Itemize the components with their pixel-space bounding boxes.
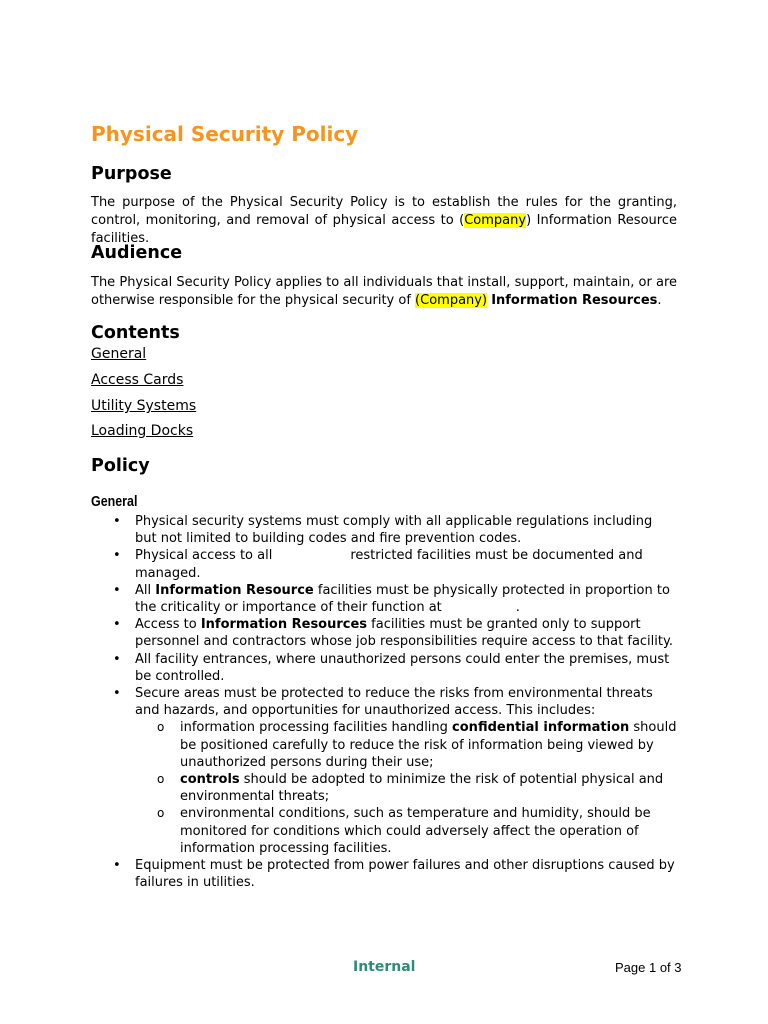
purpose-text: The purpose of the Physical Security Policy is to establish the rules for the granting, control, monitoring, and removal of physical access to ( (91, 195, 677, 228)
list-item (91, 513, 677, 547)
toc-link-general[interactable]: General (91, 346, 147, 362)
purpose-paragraph (91, 194, 677, 248)
list-item-text: should be positioned carefully to reduce the risk of information being viewed by unauthorized persons during their use; (180, 720, 677, 770)
general-policy-list (91, 513, 677, 891)
list-item-text: Physical access to all (135, 548, 273, 564)
list-item (91, 857, 677, 891)
list-item (91, 547, 677, 581)
audience-heading: Audience (91, 243, 183, 263)
list-item-text: facilities must be physically protected in proportion to the criticality or importance of their function at (135, 582, 670, 616)
list-item-text: All (135, 582, 156, 598)
sublist-item (135, 719, 677, 771)
information-resources-term: Information Resources (200, 617, 368, 633)
information-resources-term: Information Resources (491, 293, 658, 308)
page-title: Physical Security Policy (91, 122, 359, 146)
list-item-text: information processing facilities handling (180, 720, 453, 736)
toc-link-utility-systems[interactable]: Utility Systems (91, 398, 197, 414)
list-item-text: Equipment must be protected from power failures and other disruptions caused by failures in utilities. (135, 858, 675, 891)
information-resource-term: Information Resource (155, 582, 314, 598)
toc-link-access-cards[interactable]: Access Cards (91, 372, 184, 388)
controls-term: controls (180, 772, 240, 788)
purpose-text-end: ) Information Resource facilities. (91, 213, 677, 246)
list-item-text: Access to (135, 617, 201, 633)
policy-heading: Policy (91, 456, 150, 476)
secure-areas-sublist (135, 719, 677, 857)
footer-classification: Internal (353, 959, 416, 975)
list-item (91, 651, 677, 685)
list-item-text: All facility entrances, where unauthorized persons could enter the premises, must be controlled. (135, 651, 670, 684)
list-item-text: should be adopted to minimize the risk of potential physical and environmental threats; (180, 772, 664, 805)
audience-paragraph (91, 274, 677, 310)
list-item-text: facilities must be granted only to support personnel and contractors whose job responsibilities require access to that facility. (135, 617, 673, 650)
list-item-text: Physical security systems must comply with all applicable regulations including but not limited to building codes and fire prevention codes. (135, 514, 653, 547)
contents-heading: Contents (91, 323, 180, 343)
list-item (91, 685, 677, 857)
audience-text-end: . (657, 293, 662, 308)
company-placeholder: Company (464, 213, 527, 228)
list-item-text: Secure areas must be protected to reduce the risks from environmental threats and hazards, and opportunities for unauthorized access. This includes: (135, 686, 653, 719)
audience-text: The Physical Security Policy applies to all individuals that install, support, maintain, or are otherwise responsible for the physical security of (91, 275, 677, 308)
purpose-heading: Purpose (91, 164, 172, 184)
list-item-text: restricted facilities must be documented and managed. (135, 548, 643, 581)
list-item (91, 616, 677, 650)
sublist-item (135, 771, 677, 805)
general-subheading: General (91, 494, 138, 510)
footer-page-number: Page 1 of 3 (615, 960, 682, 975)
list-item-text: . (515, 600, 520, 616)
company-placeholder: (Company) (415, 293, 488, 308)
list-item-text: environmental conditions, such as temperature and humidity, should be monitored for conditions which could adversely affect the operation of information processing facilities. (180, 806, 651, 856)
sublist-item (135, 805, 677, 857)
toc-link-loading-docks[interactable]: Loading Docks (91, 423, 194, 439)
list-item (91, 582, 677, 616)
confidential-information-term: confidential information (452, 720, 630, 736)
